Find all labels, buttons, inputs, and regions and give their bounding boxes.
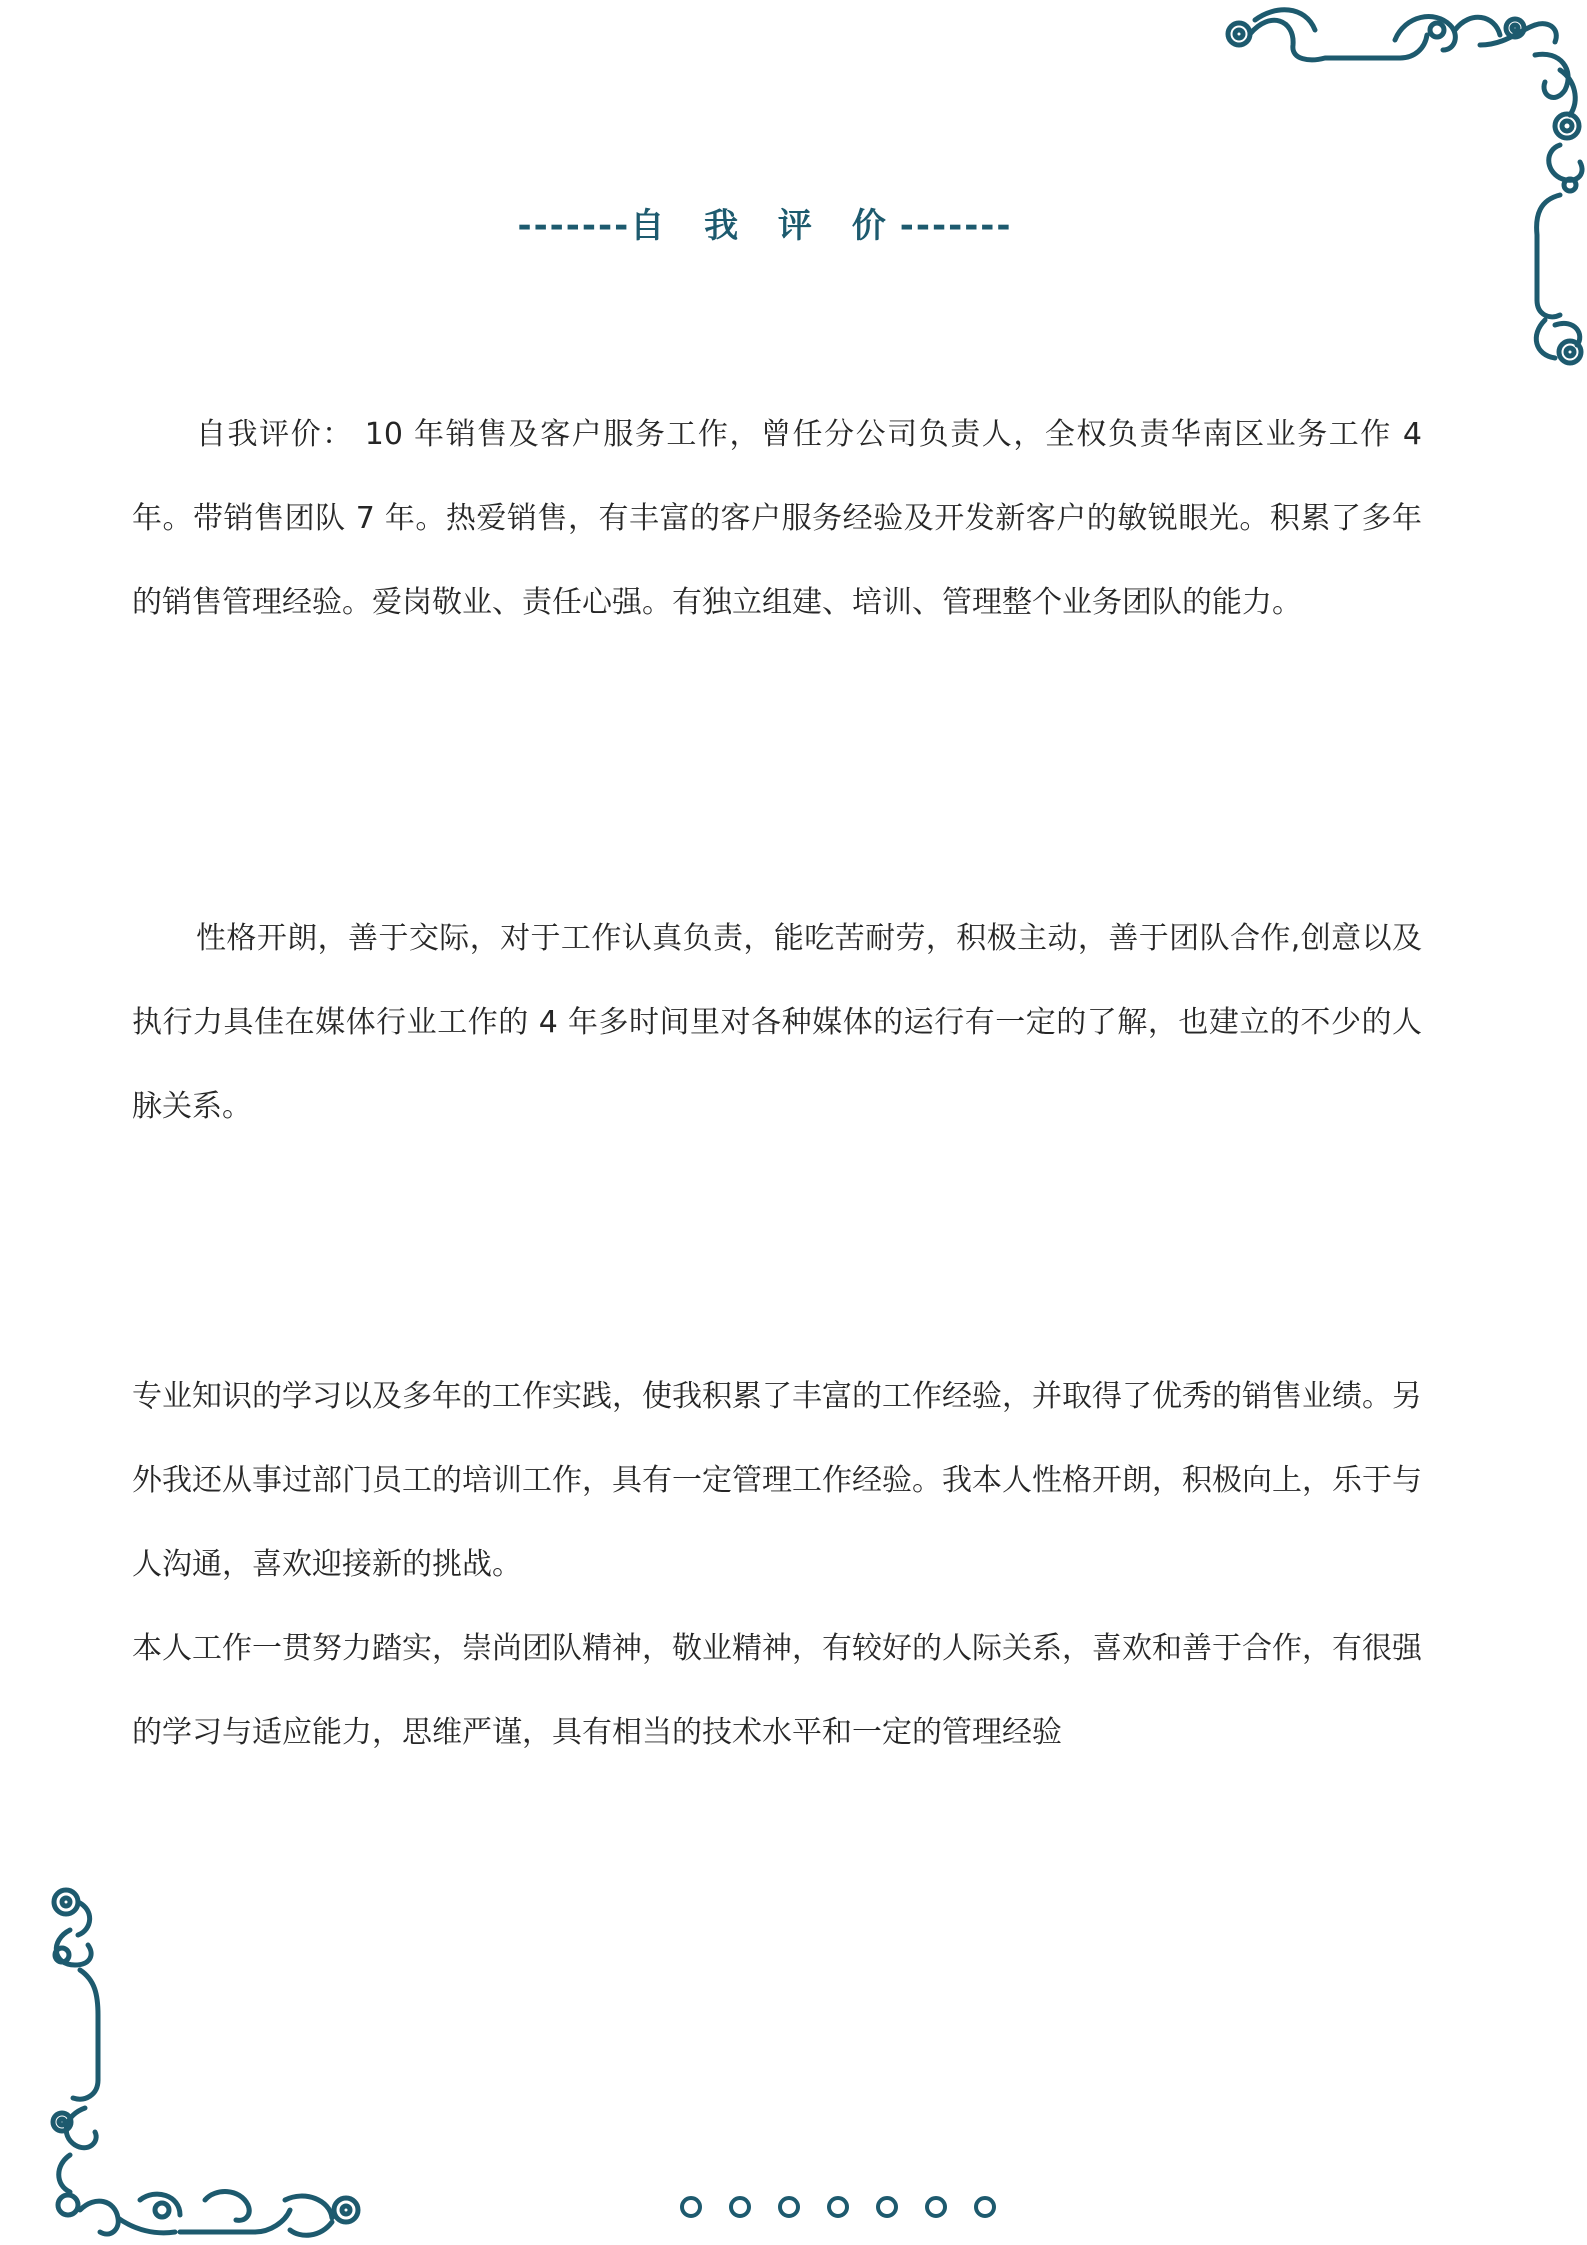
- pager-dot: [925, 2196, 947, 2218]
- pager-dot: [778, 2196, 800, 2218]
- pager-dot: [974, 2196, 996, 2218]
- pager-dot: [680, 2196, 702, 2218]
- self-evaluation-paragraph-2: 性格开朗，善于交际，对于工作认真负责，能吃苦耐劳，积极主动，善于团队合作,创意以及执行力具佳在媒体行业工作的 4 年多时间里对各种媒体的运行有一定的了解，也建立的不少的人脉关系。: [132, 921, 1422, 1124]
- pager-dots-icon: [680, 2196, 996, 2220]
- title-right-dashes: -------: [899, 206, 1013, 246]
- self-evaluation-paragraph-3: 专业知识的学习以及多年的工作实践，使我积累了丰富的工作经验，并取得了优秀的销售业绩。另外我还从事过部门员工的培训工作，具有一定管理工作经验。我本人性格开朗，积极向上，乐于与人沟通，喜欢迎接新的挑战。: [132, 1379, 1422, 1582]
- title-text: 自 我 评 价: [630, 206, 900, 246]
- self-evaluation-paragraph-1: 自我评价： 10 年销售及客户服务工作，曾任分公司负责人，全权负责华南区业务工作 4 年。带销售团队 7 年。热爱销售，有丰富的客户服务经验及开发新客户的敏锐眼光。积累了多年的销售管理经验。爱岗敬业、责任心强。有独立组建、培训、管理整个业务团队的能力。: [132, 417, 1422, 620]
- pager-dot: [729, 2196, 751, 2218]
- page-title: [0, 198, 1530, 247]
- corner-ornament-top-right-icon: [1215, 0, 1587, 372]
- pager-dot: [876, 2196, 898, 2218]
- title-left-dashes: -------: [517, 206, 631, 246]
- self-evaluation-paragraph-4: 本人工作一贯努力踏实，崇尚团队精神，敬业精神，有较好的人际关系，喜欢和善于合作，有很强的学习与适应能力，思维严谨，具有相当的技术水平和一定的管理经验: [132, 1631, 1422, 1750]
- pager-dot: [827, 2196, 849, 2218]
- corner-ornament-bottom-left-icon: [40, 1870, 380, 2245]
